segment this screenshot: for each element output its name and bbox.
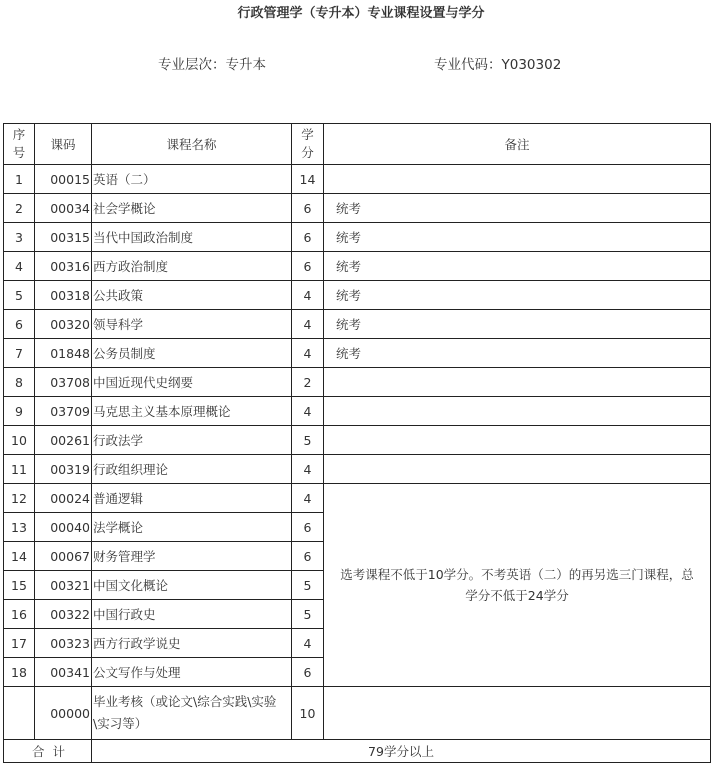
cell-code: 00316 [35, 252, 92, 281]
cell-name: 毕业考核（或论文\综合实践\实验\实习等） [92, 687, 292, 740]
cell-code: 03709 [35, 397, 92, 426]
cell-idx: 16 [4, 600, 35, 629]
cell-code: 00315 [35, 223, 92, 252]
cell-idx: 2 [4, 194, 35, 223]
cell-note [324, 397, 711, 426]
cell-code: 00034 [35, 194, 92, 223]
cell-note: 统考 [324, 339, 711, 368]
header-code: 课码 [35, 124, 92, 165]
cell-idx: 12 [4, 484, 35, 513]
cell-credit: 4 [292, 281, 324, 310]
cell-credit: 4 [292, 455, 324, 484]
table-row [4, 368, 711, 397]
table-row [4, 484, 711, 513]
cell-credit: 2 [292, 368, 324, 397]
total-label: 合 计 [4, 740, 92, 763]
cell-name: 当代中国政治制度 [92, 223, 292, 252]
cell-idx [4, 687, 35, 740]
cell-idx: 4 [4, 252, 35, 281]
cell-name: 西方政治制度 [92, 252, 292, 281]
cell-idx: 9 [4, 397, 35, 426]
cell-idx: 13 [4, 513, 35, 542]
cell-code: 00320 [35, 310, 92, 339]
cell-idx: 6 [4, 310, 35, 339]
cell-note [324, 687, 711, 740]
cell-code: 00015 [35, 165, 92, 194]
cell-credit: 4 [292, 397, 324, 426]
table-row [4, 165, 711, 194]
cell-name: 普通逻辑 [92, 484, 292, 513]
cell-name: 公文写作与处理 [92, 658, 292, 687]
cell-note: 统考 [324, 281, 711, 310]
cell-name: 公务员制度 [92, 339, 292, 368]
cell-name: 马克思主义基本原理概论 [92, 397, 292, 426]
table-row [4, 426, 711, 455]
cell-name: 行政组织理论 [92, 455, 292, 484]
cell-note [324, 368, 711, 397]
cell-note: 统考 [324, 194, 711, 223]
cell-name: 中国行政史 [92, 600, 292, 629]
cell-code: 00323 [35, 629, 92, 658]
cell-code: 00067 [35, 542, 92, 571]
cell-name: 西方行政学说史 [92, 629, 292, 658]
cell-credit: 6 [292, 194, 324, 223]
cell-idx: 7 [4, 339, 35, 368]
cell-note: 统考 [324, 223, 711, 252]
cell-name: 领导科学 [92, 310, 292, 339]
table-header-row [4, 124, 711, 165]
table-row [4, 397, 711, 426]
cell-credit: 6 [292, 658, 324, 687]
cell-code: 00318 [35, 281, 92, 310]
table-row [4, 194, 711, 223]
cell-idx: 15 [4, 571, 35, 600]
header-note: 备注 [324, 124, 711, 165]
cell-credit: 6 [292, 513, 324, 542]
cell-name: 法学概论 [92, 513, 292, 542]
total-row [4, 740, 711, 763]
cell-credit: 4 [292, 339, 324, 368]
cell-name: 英语（二） [92, 165, 292, 194]
cell-name: 社会学概论 [92, 194, 292, 223]
cell-note: 统考 [324, 252, 711, 281]
cell-note: 统考 [324, 310, 711, 339]
cell-code: 00321 [35, 571, 92, 600]
table-row [4, 687, 711, 740]
major-level: 专业层次：专升本 [158, 57, 266, 73]
cell-credit: 10 [292, 687, 324, 740]
cell-name: 行政法学 [92, 426, 292, 455]
cell-idx: 8 [4, 368, 35, 397]
major-code: 专业代码：Y030302 [434, 57, 562, 73]
cell-code: 00319 [35, 455, 92, 484]
elective-note: 选考课程不低于10学分。不考英语（二）的再另选三门课程，总学分不低于24学分 [324, 484, 711, 687]
cell-note [324, 165, 711, 194]
table-row [4, 455, 711, 484]
cell-credit: 4 [292, 310, 324, 339]
cell-note [324, 455, 711, 484]
total-value: 79学分以上 [92, 740, 711, 763]
table-row [4, 252, 711, 281]
table-row [4, 223, 711, 252]
cell-credit: 5 [292, 600, 324, 629]
cell-idx: 10 [4, 426, 35, 455]
cell-credit: 4 [292, 484, 324, 513]
cell-name: 中国近现代史纲要 [92, 368, 292, 397]
cell-idx: 5 [4, 281, 35, 310]
header-idx: 序号 [4, 124, 35, 165]
cell-credit: 6 [292, 542, 324, 571]
cell-credit: 5 [292, 571, 324, 600]
header-name: 课程名称 [92, 124, 292, 165]
cell-code: 00261 [35, 426, 92, 455]
cell-idx: 3 [4, 223, 35, 252]
table-row [4, 281, 711, 310]
cell-name: 财务管理学 [92, 542, 292, 571]
cell-credit: 6 [292, 223, 324, 252]
cell-code: 00000 [35, 687, 92, 740]
cell-credit: 6 [292, 252, 324, 281]
course-table [3, 123, 711, 763]
cell-idx: 11 [4, 455, 35, 484]
cell-idx: 17 [4, 629, 35, 658]
table-row [4, 339, 711, 368]
page-title: 行政管理学（专升本）专业课程设置与学分 [237, 6, 485, 21]
cell-code: 00322 [35, 600, 92, 629]
cell-idx: 14 [4, 542, 35, 571]
cell-code: 03708 [35, 368, 92, 397]
cell-code: 00341 [35, 658, 92, 687]
cell-name: 公共政策 [92, 281, 292, 310]
cell-credit: 5 [292, 426, 324, 455]
cell-note [324, 426, 711, 455]
cell-code: 00024 [35, 484, 92, 513]
table-row [4, 310, 711, 339]
cell-code: 00040 [35, 513, 92, 542]
cell-credit: 14 [292, 165, 324, 194]
header-credit: 学分 [292, 124, 324, 165]
cell-credit: 4 [292, 629, 324, 658]
cell-code: 01848 [35, 339, 92, 368]
cell-idx: 18 [4, 658, 35, 687]
cell-idx: 1 [4, 165, 35, 194]
cell-name: 中国文化概论 [92, 571, 292, 600]
